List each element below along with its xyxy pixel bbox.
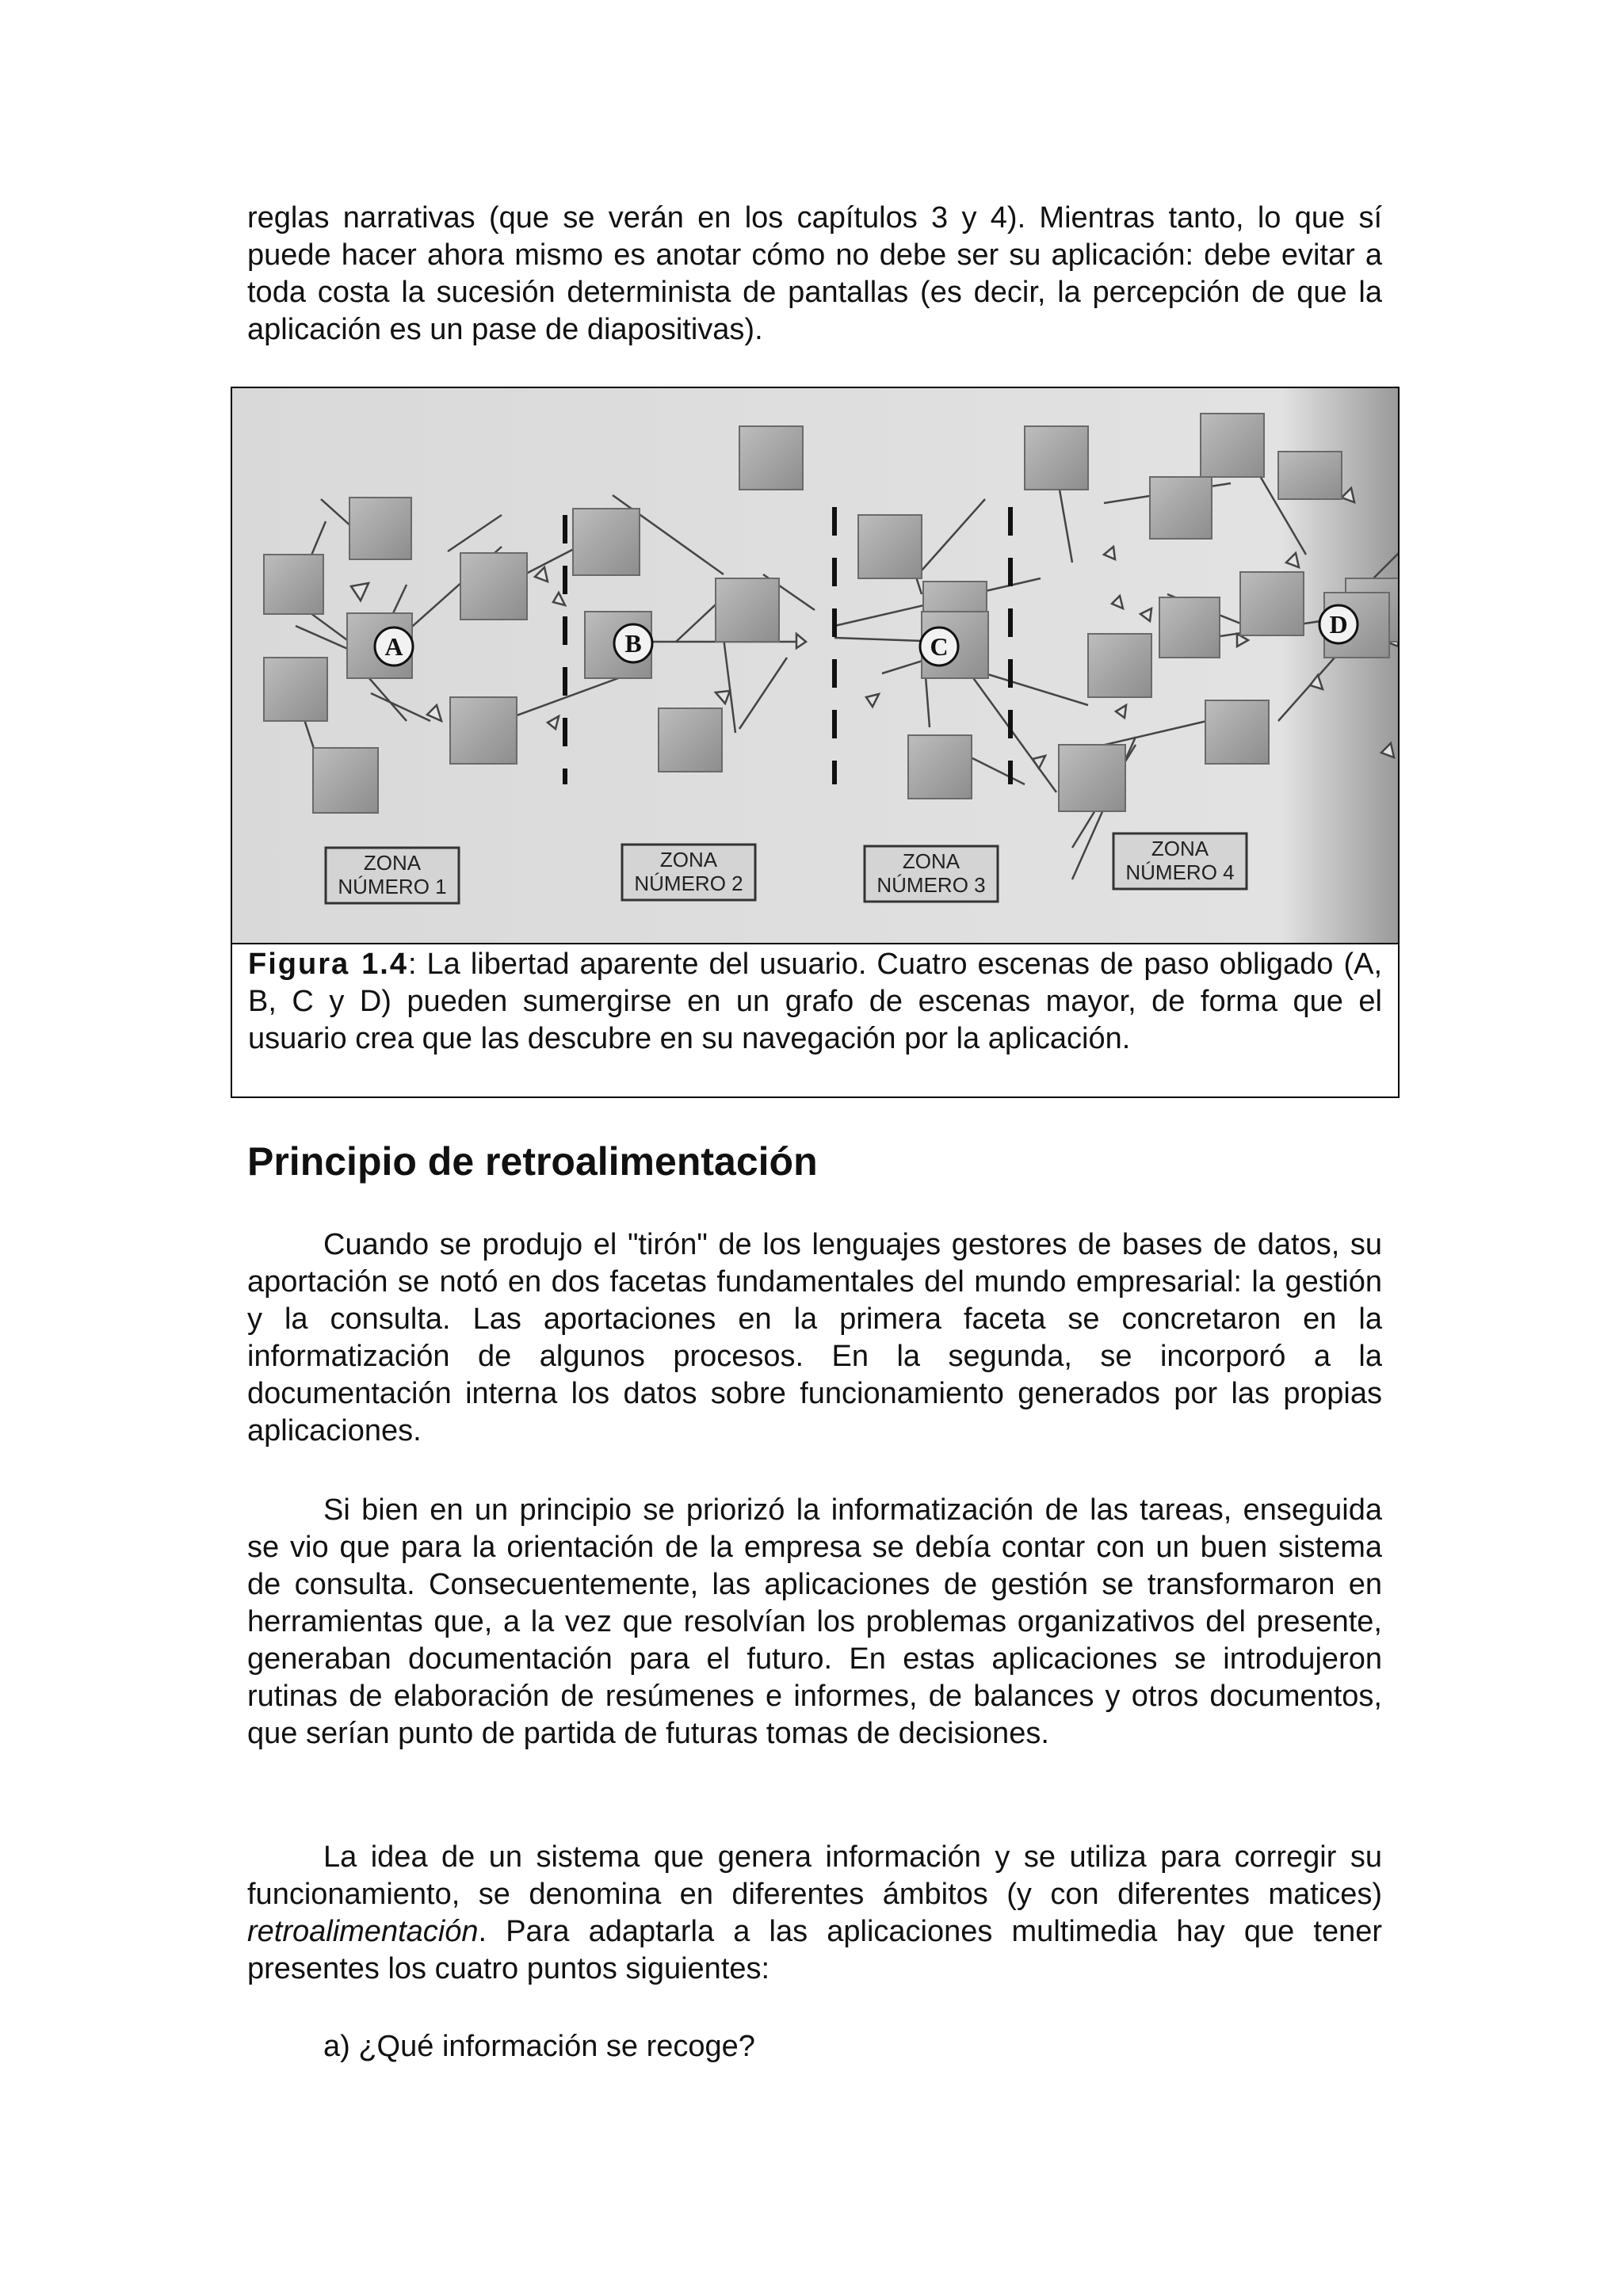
figure-caption-divider	[232, 943, 1398, 944]
scene-c	[920, 612, 988, 678]
paragraph-3-before: La idea de un sistema que genera información y se utiliza para corregir su funcionamiento, se denomina en diferentes ámbitos (y con diferentes matices)	[247, 1840, 1382, 1911]
figure-image	[232, 388, 1398, 943]
intro-paragraph: reglas narrativas (que se verán en los capítulos 3 y 4). Mientras tanto, lo que sí puede hacer ahora mismo es anotar cómo no debe ser su aplicación: debe evitar a toda costa la sucesión determinista de pantallas (es decir, la percepción de que la aplicación es un pase de diapositivas).	[247, 201, 1382, 346]
figure-caption-label: Figura 1.4	[248, 948, 408, 981]
paragraph-1: Cuando se produjo el "tirón" de los lenguajes gestores de bases de datos, su aportación se notó en dos facetas fundamentales del mundo empresarial: la gestión y la consulta. Las aportaciones en la primera faceta se concretaron en la informatización de algunos procesos. En la segunda, se incorporó a la documentación interna los datos sobre funcionamiento generados por las propias aplicaciones.	[247, 1228, 1382, 1447]
zone-3-title: ZONA	[902, 849, 960, 873]
scene-c-label: C	[930, 632, 949, 661]
zone-1-title: ZONA	[363, 851, 422, 875]
paragraph-3	[247, 1839, 1382, 1988]
scene-a-label: A	[384, 632, 403, 661]
figure-caption	[248, 946, 1382, 1058]
list-item-a: a) ¿Qué información se recoge?	[323, 2030, 755, 2063]
zone-2-subtitle: NÚMERO 2	[634, 871, 743, 895]
scene-d-label: D	[1329, 610, 1348, 639]
scene-b	[585, 612, 652, 678]
scene-d	[1319, 593, 1389, 658]
zone-4-title: ZONA	[1151, 837, 1209, 860]
paragraph-3-emphasis: retroalimentación	[247, 1915, 479, 1948]
figure-caption-text: : La libertad aparente del usuario. Cuatro escenas de paso obligado (A, B, C y D) pueden sumergirse en un grafo de escenas mayor, de forma que el usuario crea que las descubre en su navegación por la aplicación.	[248, 948, 1383, 1055]
zone-1-subtitle: NÚMERO 1	[338, 875, 447, 898]
zone-3-subtitle: NÚMERO 3	[876, 873, 986, 897]
scene-a	[347, 613, 413, 678]
scene-b-label: B	[624, 629, 642, 658]
figure-1-4	[231, 387, 1400, 1098]
paragraph-3-after: . Para adaptarla a las aplicaciones multimedia hay que tener presentes los cuatro puntos siguientes:	[247, 1915, 1382, 1985]
zone-2-title: ZONA	[659, 848, 718, 871]
paragraph-2: Si bien en un principio se priorizó la informatización de las tareas, enseguida se vio que para la orientación de la empresa se debía contar con un buen sistema de consulta. Consecuentemente, las aplicaciones de gestión se transformaron en herramientas que, a la vez que resolvían los problemas organizativos del presente, generaban documentación para el futuro. En estas aplicaciones se introdujeron rutinas de elaboración de resúmenes e informes, de balances y otros documentos, que serían punto de partida de futuras tomas de decisiones.	[247, 1493, 1382, 1750]
section-heading: Principio de retroalimentación	[247, 1139, 818, 1184]
zone-4-subtitle: NÚMERO 4	[1125, 860, 1235, 884]
